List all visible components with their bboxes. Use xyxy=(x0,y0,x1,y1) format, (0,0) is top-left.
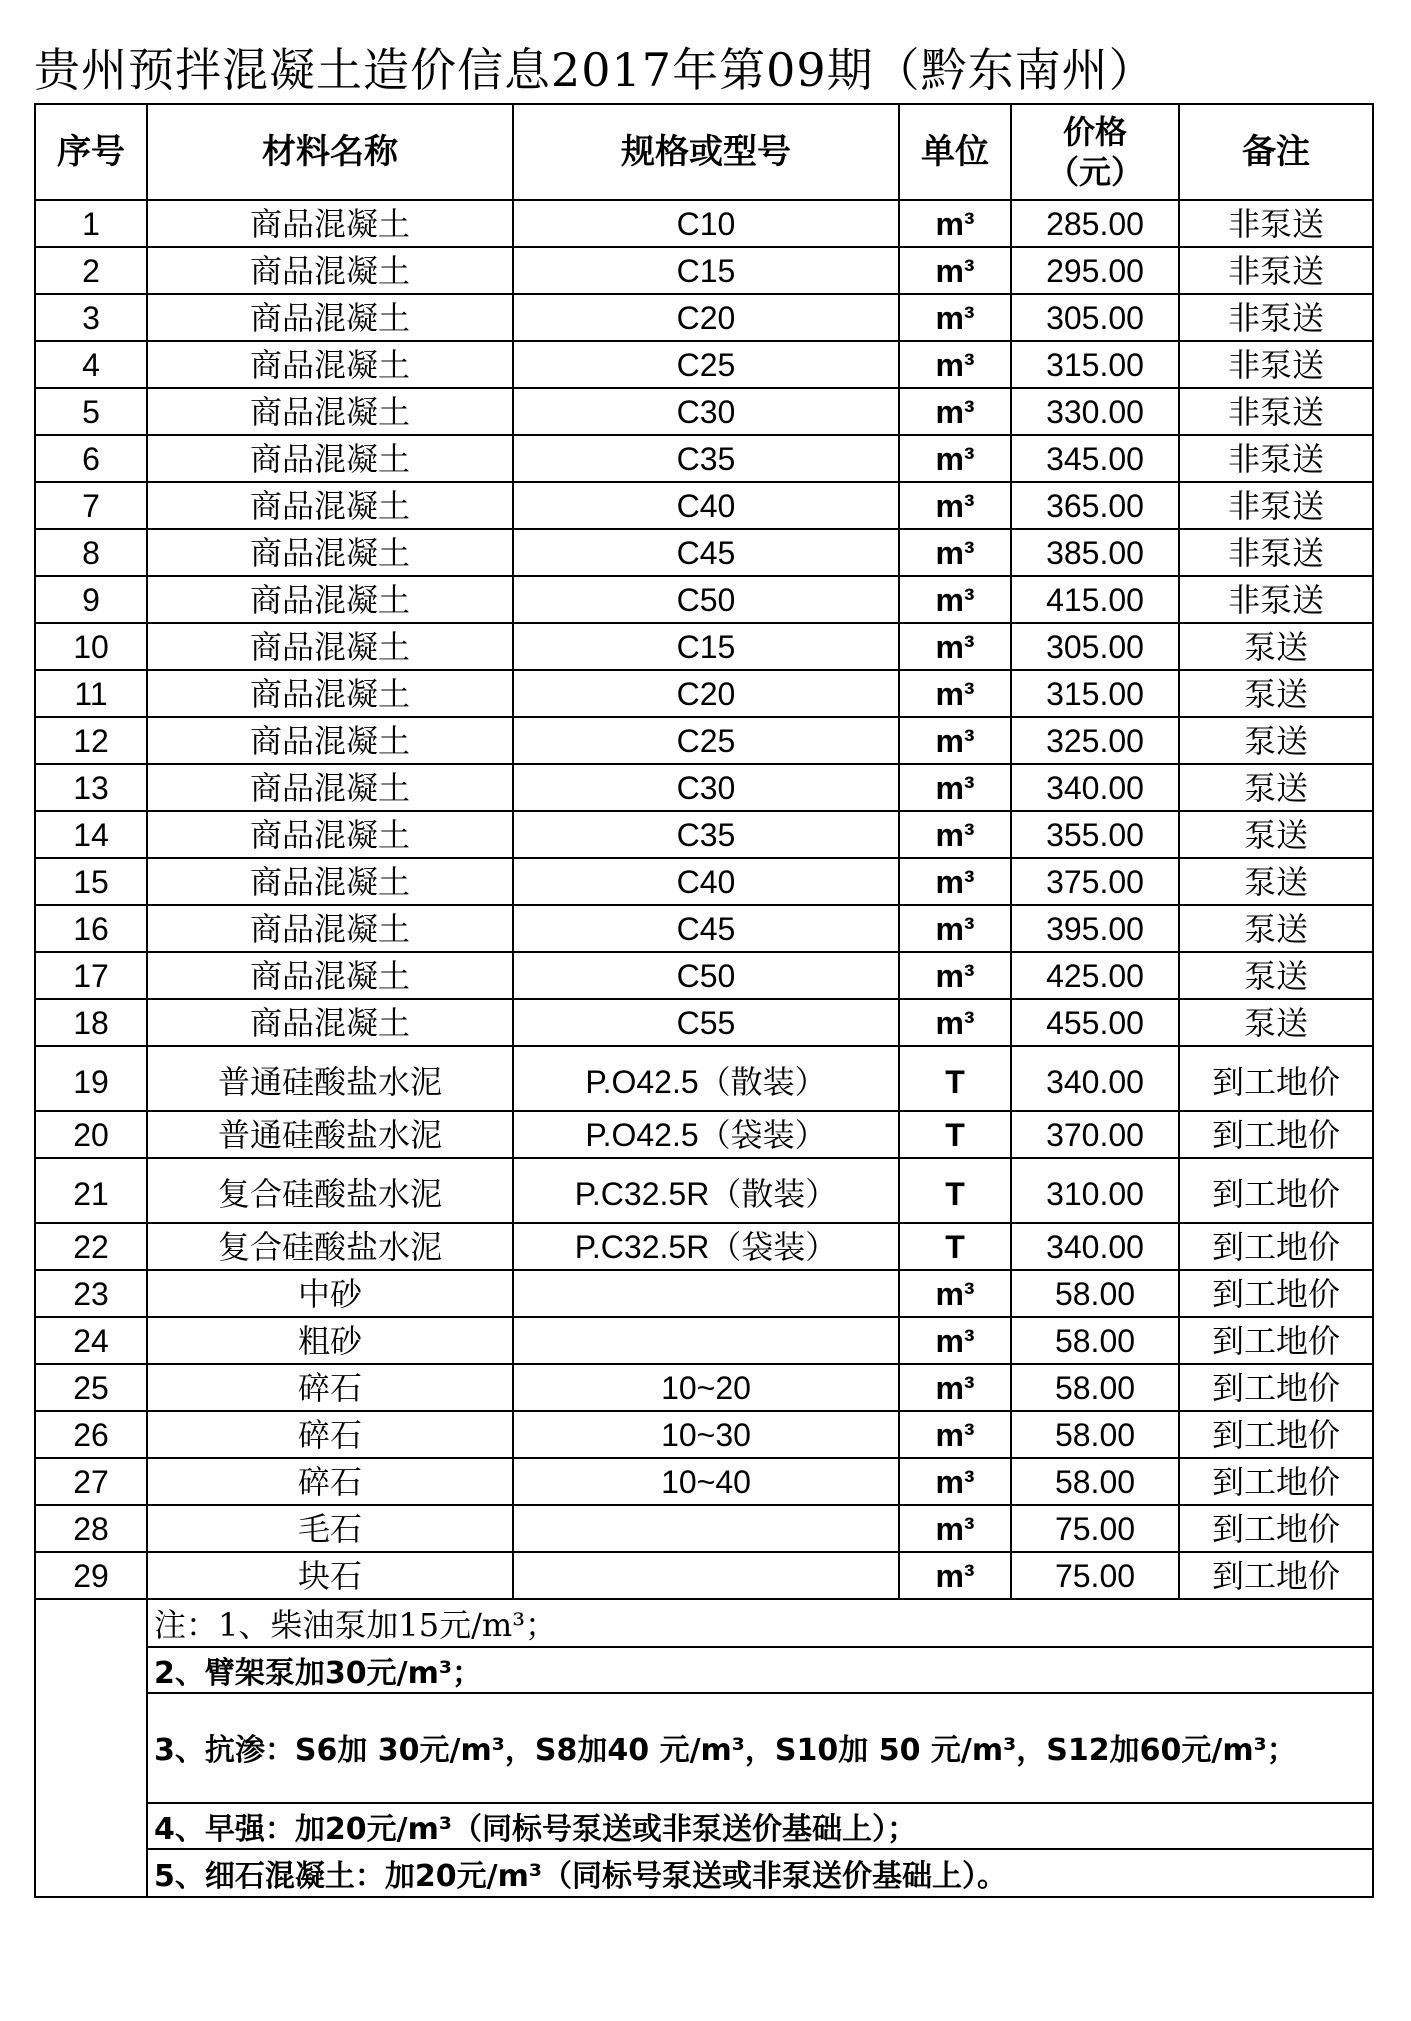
cell-spec: C20 xyxy=(513,294,899,341)
cell-material-name: 商品混凝土 xyxy=(147,764,513,811)
table-row xyxy=(35,952,1373,999)
cell-remark: 泵送 xyxy=(1179,623,1373,670)
cell-remark: 到工地价 xyxy=(1179,1505,1373,1552)
cell-unit: m³ xyxy=(899,1270,1011,1317)
cell-unit: T xyxy=(899,1223,1011,1270)
cell-spec: P.C32.5R（袋装） xyxy=(513,1223,899,1270)
page-title: 贵州预拌混凝土造价信息2017年第09期（黔东南州） xyxy=(34,43,1156,97)
cell-remark: 非泵送 xyxy=(1179,435,1373,482)
cell-material-name: 商品混凝土 xyxy=(147,858,513,905)
cell-spec: P.O42.5（袋装） xyxy=(513,1111,899,1158)
cell-remark: 到工地价 xyxy=(1179,1458,1373,1505)
cell-material-name: 商品混凝土 xyxy=(147,717,513,764)
cell-seq: 20 xyxy=(35,1111,147,1158)
cell-spec: 10~30 xyxy=(513,1411,899,1458)
cell-material-name: 商品混凝土 xyxy=(147,388,513,435)
header-price-line1: 价格 xyxy=(1062,113,1127,151)
cell-unit: m³ xyxy=(899,811,1011,858)
note-row-1 xyxy=(35,1599,1373,1647)
cell-seq: 1 xyxy=(35,200,147,247)
cell-remark: 非泵送 xyxy=(1179,341,1373,388)
cell-price: 425.00 xyxy=(1011,952,1179,999)
table-row xyxy=(35,858,1373,905)
cell-remark: 到工地价 xyxy=(1179,1158,1373,1223)
cell-price: 285.00 xyxy=(1011,200,1179,247)
note-row-2 xyxy=(35,1647,1373,1693)
price-table xyxy=(34,103,1374,1898)
cell-unit: T xyxy=(899,1046,1011,1111)
cell-seq: 28 xyxy=(35,1505,147,1552)
cell-material-name: 商品混凝土 xyxy=(147,200,513,247)
cell-seq: 10 xyxy=(35,623,147,670)
cell-remark: 到工地价 xyxy=(1179,1223,1373,1270)
cell-unit: m³ xyxy=(899,341,1011,388)
cell-price: 375.00 xyxy=(1011,858,1179,905)
header-remark: 备注 xyxy=(1179,104,1373,200)
cell-seq: 26 xyxy=(35,1411,147,1458)
cell-seq: 6 xyxy=(35,435,147,482)
cell-unit: m³ xyxy=(899,1505,1011,1552)
cell-material-name: 复合硅酸盐水泥 xyxy=(147,1158,513,1223)
cell-price: 325.00 xyxy=(1011,717,1179,764)
cell-unit: m³ xyxy=(899,200,1011,247)
note-1: 注：1、柴油泵加15元/m³； xyxy=(147,1599,1373,1647)
table-row xyxy=(35,1046,1373,1111)
cell-remark: 到工地价 xyxy=(1179,1270,1373,1317)
cell-spec: C50 xyxy=(513,576,899,623)
cell-unit: T xyxy=(899,1111,1011,1158)
table-row xyxy=(35,529,1373,576)
cell-material-name: 商品混凝土 xyxy=(147,576,513,623)
table-row xyxy=(35,576,1373,623)
cell-seq: 19 xyxy=(35,1046,147,1111)
table-row xyxy=(35,811,1373,858)
cell-unit: m³ xyxy=(899,435,1011,482)
cell-price: 385.00 xyxy=(1011,529,1179,576)
cell-unit: m³ xyxy=(899,764,1011,811)
cell-seq: 27 xyxy=(35,1458,147,1505)
cell-remark: 非泵送 xyxy=(1179,482,1373,529)
cell-seq: 15 xyxy=(35,858,147,905)
cell-price: 415.00 xyxy=(1011,576,1179,623)
cell-material-name: 碎石 xyxy=(147,1458,513,1505)
cell-seq: 14 xyxy=(35,811,147,858)
cell-spec: C40 xyxy=(513,858,899,905)
table-row xyxy=(35,1364,1373,1411)
cell-unit: m³ xyxy=(899,623,1011,670)
cell-remark: 泵送 xyxy=(1179,999,1373,1046)
table-row xyxy=(35,1505,1373,1552)
cell-unit: m³ xyxy=(899,1458,1011,1505)
cell-spec: C30 xyxy=(513,764,899,811)
table-row xyxy=(35,764,1373,811)
cell-material-name: 碎石 xyxy=(147,1364,513,1411)
cell-remark: 泵送 xyxy=(1179,670,1373,717)
cell-seq: 3 xyxy=(35,294,147,341)
cell-seq: 4 xyxy=(35,341,147,388)
cell-seq: 13 xyxy=(35,764,147,811)
cell-remark: 非泵送 xyxy=(1179,294,1373,341)
cell-remark: 非泵送 xyxy=(1179,529,1373,576)
cell-spec: C45 xyxy=(513,529,899,576)
cell-price: 355.00 xyxy=(1011,811,1179,858)
cell-price: 315.00 xyxy=(1011,670,1179,717)
cell-spec: C10 xyxy=(513,200,899,247)
cell-unit: m³ xyxy=(899,717,1011,764)
cell-seq: 29 xyxy=(35,1552,147,1599)
header-price xyxy=(1011,104,1179,200)
cell-spec: C15 xyxy=(513,623,899,670)
table-row xyxy=(35,1552,1373,1599)
cell-seq: 16 xyxy=(35,905,147,952)
cell-seq: 22 xyxy=(35,1223,147,1270)
cell-remark: 到工地价 xyxy=(1179,1046,1373,1111)
table-row xyxy=(35,294,1373,341)
cell-material-name: 商品混凝土 xyxy=(147,999,513,1046)
cell-unit: m³ xyxy=(899,529,1011,576)
table-row xyxy=(35,200,1373,247)
table-row xyxy=(35,388,1373,435)
cell-unit: m³ xyxy=(899,576,1011,623)
cell-unit: m³ xyxy=(899,858,1011,905)
cell-material-name: 商品混凝土 xyxy=(147,247,513,294)
cell-price: 75.00 xyxy=(1011,1552,1179,1599)
table-row xyxy=(35,1270,1373,1317)
note-3: 3、抗渗：S6加 30元/m³，S8加40 元/m³，S10加 50 元/m³，S12加60元/m³； xyxy=(147,1693,1373,1803)
cell-material-name: 商品混凝土 xyxy=(147,482,513,529)
cell-seq: 8 xyxy=(35,529,147,576)
table-row xyxy=(35,341,1373,388)
cell-unit: m³ xyxy=(899,1317,1011,1364)
table-row xyxy=(35,999,1373,1046)
cell-unit: m³ xyxy=(899,294,1011,341)
table-row xyxy=(35,1458,1373,1505)
cell-material-name: 块石 xyxy=(147,1552,513,1599)
cell-remark: 泵送 xyxy=(1179,764,1373,811)
cell-spec: C50 xyxy=(513,952,899,999)
cell-price: 58.00 xyxy=(1011,1270,1179,1317)
cell-spec: P.C32.5R（散装） xyxy=(513,1158,899,1223)
cell-price: 370.00 xyxy=(1011,1111,1179,1158)
cell-price: 455.00 xyxy=(1011,999,1179,1046)
cell-material-name: 中砂 xyxy=(147,1270,513,1317)
cell-unit: m³ xyxy=(899,247,1011,294)
cell-unit: m³ xyxy=(899,905,1011,952)
header-unit: 单位 xyxy=(899,104,1011,200)
cell-material-name: 商品混凝土 xyxy=(147,341,513,388)
cell-seq: 12 xyxy=(35,717,147,764)
cell-seq: 2 xyxy=(35,247,147,294)
table-row xyxy=(35,1223,1373,1270)
cell-seq: 11 xyxy=(35,670,147,717)
cell-spec: 10~40 xyxy=(513,1458,899,1505)
cell-spec: C35 xyxy=(513,435,899,482)
note-row-3 xyxy=(35,1693,1373,1803)
note-5: 5、细石混凝土：加20元/m³（同标号泵送或非泵送价基础上）。 xyxy=(147,1849,1373,1897)
cell-price: 395.00 xyxy=(1011,905,1179,952)
cell-spec: C45 xyxy=(513,905,899,952)
cell-remark: 泵送 xyxy=(1179,952,1373,999)
cell-price: 58.00 xyxy=(1011,1364,1179,1411)
cell-price: 365.00 xyxy=(1011,482,1179,529)
note-2: 2、臂架泵加30元/m³； xyxy=(147,1647,1373,1693)
note-row-5 xyxy=(35,1849,1373,1897)
cell-seq: 24 xyxy=(35,1317,147,1364)
cell-seq: 23 xyxy=(35,1270,147,1317)
table-row xyxy=(35,482,1373,529)
cell-spec: C40 xyxy=(513,482,899,529)
cell-remark: 泵送 xyxy=(1179,858,1373,905)
cell-price: 340.00 xyxy=(1011,764,1179,811)
cell-unit: m³ xyxy=(899,670,1011,717)
cell-price: 310.00 xyxy=(1011,1158,1179,1223)
cell-material-name: 复合硅酸盐水泥 xyxy=(147,1223,513,1270)
cell-price: 58.00 xyxy=(1011,1317,1179,1364)
cell-unit: T xyxy=(899,1158,1011,1223)
cell-material-name: 商品混凝土 xyxy=(147,952,513,999)
table-row xyxy=(35,247,1373,294)
table-row xyxy=(35,1158,1373,1223)
cell-remark: 非泵送 xyxy=(1179,576,1373,623)
notes-body xyxy=(35,1599,1373,1897)
cell-remark: 泵送 xyxy=(1179,905,1373,952)
header-name: 材料名称 xyxy=(147,104,513,200)
cell-remark: 泵送 xyxy=(1179,811,1373,858)
table-row xyxy=(35,623,1373,670)
header-price-line2: （元） xyxy=(1046,153,1143,191)
cell-spec xyxy=(513,1317,899,1364)
cell-unit: m³ xyxy=(899,999,1011,1046)
cell-price: 75.00 xyxy=(1011,1505,1179,1552)
cell-material-name: 商品混凝土 xyxy=(147,811,513,858)
notes-spacer xyxy=(35,1599,147,1897)
table-row xyxy=(35,1411,1373,1458)
cell-remark: 到工地价 xyxy=(1179,1364,1373,1411)
cell-spec: C25 xyxy=(513,341,899,388)
cell-seq: 5 xyxy=(35,388,147,435)
cell-spec: C25 xyxy=(513,717,899,764)
note-row-4 xyxy=(35,1803,1373,1849)
cell-unit: m³ xyxy=(899,388,1011,435)
cell-spec: C30 xyxy=(513,388,899,435)
cell-material-name: 商品混凝土 xyxy=(147,905,513,952)
cell-seq: 18 xyxy=(35,999,147,1046)
table-body xyxy=(35,200,1373,1599)
cell-spec: C15 xyxy=(513,247,899,294)
cell-material-name: 商品混凝土 xyxy=(147,529,513,576)
cell-spec xyxy=(513,1505,899,1552)
cell-unit: m³ xyxy=(899,1364,1011,1411)
cell-spec: 10~20 xyxy=(513,1364,899,1411)
cell-seq: 21 xyxy=(35,1158,147,1223)
cell-price: 340.00 xyxy=(1011,1046,1179,1111)
cell-spec: C35 xyxy=(513,811,899,858)
cell-material-name: 碎石 xyxy=(147,1411,513,1458)
cell-remark: 到工地价 xyxy=(1179,1411,1373,1458)
cell-unit: m³ xyxy=(899,1552,1011,1599)
cell-price: 58.00 xyxy=(1011,1411,1179,1458)
table-row xyxy=(35,717,1373,764)
cell-remark: 到工地价 xyxy=(1179,1552,1373,1599)
table-row xyxy=(35,905,1373,952)
cell-price: 295.00 xyxy=(1011,247,1179,294)
cell-unit: m³ xyxy=(899,952,1011,999)
cell-seq: 7 xyxy=(35,482,147,529)
cell-remark: 到工地价 xyxy=(1179,1111,1373,1158)
cell-material-name: 毛石 xyxy=(147,1505,513,1552)
cell-price: 315.00 xyxy=(1011,341,1179,388)
cell-material-name: 商品混凝土 xyxy=(147,294,513,341)
cell-spec: C20 xyxy=(513,670,899,717)
cell-spec: C55 xyxy=(513,999,899,1046)
cell-material-name: 粗砂 xyxy=(147,1317,513,1364)
cell-material-name: 普通硅酸盐水泥 xyxy=(147,1111,513,1158)
cell-material-name: 商品混凝土 xyxy=(147,623,513,670)
cell-unit: m³ xyxy=(899,1411,1011,1458)
table-row xyxy=(35,1317,1373,1364)
cell-remark: 泵送 xyxy=(1179,717,1373,764)
cell-material-name: 普通硅酸盐水泥 xyxy=(147,1046,513,1111)
cell-price: 58.00 xyxy=(1011,1458,1179,1505)
table-row xyxy=(35,435,1373,482)
cell-seq: 17 xyxy=(35,952,147,999)
table-header-row xyxy=(35,104,1373,200)
cell-remark: 非泵送 xyxy=(1179,388,1373,435)
cell-remark: 非泵送 xyxy=(1179,200,1373,247)
cell-price: 340.00 xyxy=(1011,1223,1179,1270)
note-4: 4、早强：加20元/m³（同标号泵送或非泵送价基础上）； xyxy=(147,1803,1373,1849)
cell-price: 305.00 xyxy=(1011,294,1179,341)
cell-spec xyxy=(513,1270,899,1317)
cell-material-name: 商品混凝土 xyxy=(147,435,513,482)
header-seq: 序号 xyxy=(35,104,147,200)
cell-seq: 9 xyxy=(35,576,147,623)
cell-unit: m³ xyxy=(899,482,1011,529)
cell-seq: 25 xyxy=(35,1364,147,1411)
cell-remark: 非泵送 xyxy=(1179,247,1373,294)
cell-material-name: 商品混凝土 xyxy=(147,670,513,717)
cell-remark: 到工地价 xyxy=(1179,1317,1373,1364)
cell-price: 305.00 xyxy=(1011,623,1179,670)
cell-price: 330.00 xyxy=(1011,388,1179,435)
cell-spec xyxy=(513,1552,899,1599)
table-row xyxy=(35,1111,1373,1158)
cell-spec: P.O42.5（散装） xyxy=(513,1046,899,1111)
table-row xyxy=(35,670,1373,717)
header-spec: 规格或型号 xyxy=(513,104,899,200)
cell-price: 345.00 xyxy=(1011,435,1179,482)
